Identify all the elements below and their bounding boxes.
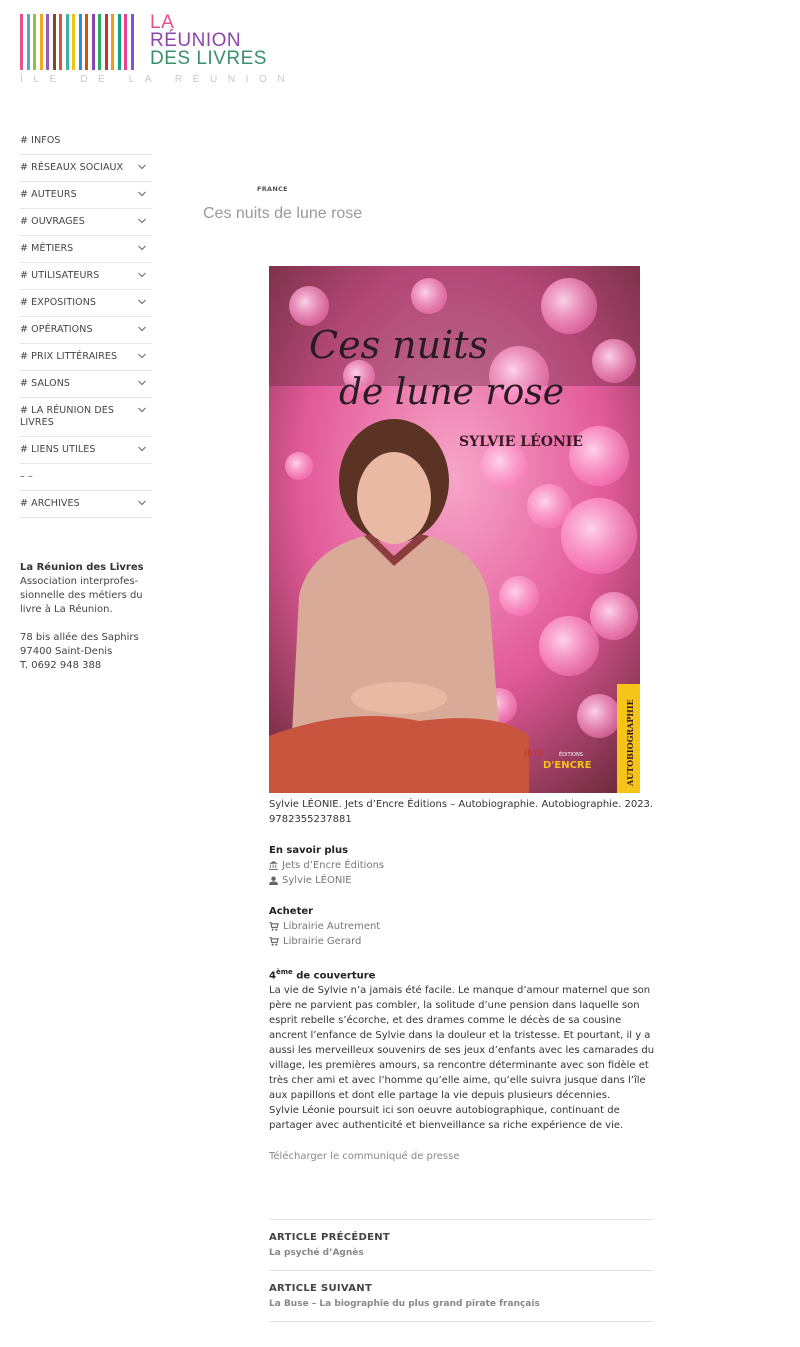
cover-publisher-top: JETS [524, 749, 544, 758]
org-desc-3: livre à La Réunion. [20, 604, 113, 615]
sidebar-item-label: # OUVRAGES [20, 216, 85, 227]
page-title: Ces nuits de lune rose [203, 205, 363, 222]
sidebar-item-label: # SALONS [20, 378, 71, 389]
org-name: La Réunion des Livres [20, 562, 144, 573]
shop-link-2-label: Librairie Gerard [283, 936, 362, 947]
logo-bar [98, 14, 101, 70]
logo-line-2: RÉUNION [150, 30, 242, 51]
logo-bar [66, 14, 69, 70]
logo-line-3: DES LIVRES [150, 48, 267, 69]
sidebar-item-label: # LIENS UTILES [20, 444, 96, 455]
sidebar-item-label: # OPÉRATIONS [20, 324, 93, 335]
sidebar-nav [20, 128, 152, 518]
back-cover-paragraph-1: La vie de Sylvie n’a jamais été facile. Le manque d’amour maternel que son père ne parvient pas combler, la solitude d’une pension dans laquelle son esprit rebelle s’écorche, et des drames comme le décès de sa cousine ancrent l’enfance de Sylvie dans la douleur et la tristesse. Et pourtant, il y a aussi les merveilleux souvenirs de ses jeux d’enfants avec les camarades du village, les premières amours, sa rencontre déterminante avec son fidèle et très cher ami et avec l’homme qu’elle aime, qu’elle suivra jusque dans l’île aux papillons et dont elle partage la vie depuis plusieurs décennies. [269, 985, 655, 1102]
sidebar-item-label: – – [20, 471, 33, 482]
post-navigation [269, 1219, 654, 1322]
logo-bar [92, 14, 95, 70]
sidebar-item[interactable] [20, 491, 152, 518]
back-cover-heading: 4ème de couverture [269, 968, 376, 982]
article-content [269, 797, 659, 1164]
chevron-down-icon[interactable] [138, 164, 146, 172]
sidebar-item[interactable] [20, 263, 152, 290]
cover-author: SYLVIE LÉONIE [459, 434, 583, 450]
bank-icon [269, 861, 278, 870]
logo-bar [118, 14, 121, 70]
cart-icon [269, 937, 279, 946]
sidebar-item-label: # RÉSEAUX SOCIAUX [20, 162, 124, 173]
chevron-down-icon[interactable] [138, 407, 146, 415]
next-article-label: ARTICLE SUIVANT [269, 1283, 373, 1294]
sidebar-item[interactable] [20, 209, 152, 236]
buy-heading: Acheter [269, 906, 314, 917]
caption-line-2: 9782355237881 [269, 814, 352, 825]
book-caption [269, 797, 659, 827]
logo-bar [72, 14, 75, 70]
address-line-1: 78 bis allée des Saphirs [20, 632, 139, 643]
logo-bar [79, 14, 82, 70]
logo-bar [105, 14, 108, 70]
site-logo[interactable] [20, 12, 296, 90]
back-cover-paragraph-2: Sylvie Léonie poursuit ici son oeuvre autobiographique, continuant de partager avec authenticité et bienveillance sa riche expérience de vie. [269, 1105, 624, 1132]
chevron-down-icon[interactable] [138, 353, 146, 361]
previous-article-title[interactable]: La psyché d’Agnès [269, 1248, 364, 1258]
sidebar-item-label: # PRIX LITTÉRAIRES [20, 351, 118, 362]
logo-bar [27, 14, 30, 70]
cover-title-line-2: de lune rose [339, 372, 565, 413]
org-desc-2: sionnelle des métiers du [20, 590, 143, 601]
sidebar-item[interactable] [20, 464, 152, 491]
logo-bar [33, 14, 36, 70]
chevron-down-icon[interactable] [138, 191, 146, 199]
address-line-2: 97400 Saint-Denis [20, 646, 113, 657]
back-cover-section [269, 965, 659, 1133]
logo-bar [111, 14, 114, 70]
author-link-label: Sylvie LÉONIE [282, 875, 352, 886]
sidebar-item-label: # AUTEURS [20, 189, 77, 200]
sidebar-item-label: # LA RÉUNION DES LIVRES [20, 405, 115, 428]
publisher-link[interactable] [269, 858, 659, 873]
sidebar-item-label: # MÉTIERS [20, 243, 74, 254]
chevron-down-icon[interactable] [138, 326, 146, 334]
sidebar-item[interactable] [20, 317, 152, 344]
logo-bar [20, 14, 23, 70]
category-label[interactable]: FRANCE [257, 185, 288, 193]
phone: T. 0692 948 388 [20, 660, 102, 671]
chevron-down-icon[interactable] [138, 299, 146, 307]
next-article-title[interactable]: La Buse – La biographie du plus grand pirate français [269, 1299, 540, 1309]
learn-more-section [269, 843, 659, 888]
user-icon [269, 876, 278, 885]
publisher-link-label: Jets d’Encre Éditions [282, 860, 385, 871]
shop-link-1[interactable] [269, 919, 659, 934]
chevron-down-icon[interactable] [138, 218, 146, 226]
chevron-down-icon[interactable] [138, 245, 146, 253]
chevron-down-icon[interactable] [138, 272, 146, 280]
sidebar-item-label: # INFOS [20, 135, 61, 146]
sidebar-item-label: # EXPOSITIONS [20, 297, 97, 308]
cart-icon [269, 922, 279, 931]
author-link[interactable] [269, 873, 659, 888]
logo-bar [131, 14, 134, 70]
download-press-release-link[interactable]: Télécharger le communiqué de presse [269, 1151, 460, 1163]
sidebar-item[interactable] [20, 128, 152, 155]
logo-bar [59, 14, 62, 70]
logo-text [150, 14, 267, 68]
logo-bar [124, 14, 127, 70]
logo-bar [53, 14, 56, 70]
book-cover-image [269, 266, 640, 793]
cover-title-line-1: Ces nuits [309, 323, 489, 367]
sidebar-item[interactable] [20, 344, 152, 371]
sidebar-info [20, 561, 152, 673]
cover-publisher-bottom: D'ENCRE [543, 760, 592, 771]
sidebar-item-label: # UTILISATEURS [20, 270, 100, 281]
chevron-down-icon[interactable] [138, 380, 146, 388]
chevron-down-icon[interactable] [138, 446, 146, 454]
sidebar-item[interactable] [20, 437, 152, 464]
logo-tagline: ÎLE DE LA RÉUNION [20, 74, 296, 85]
shop-link-1-label: Librairie Autrement [283, 921, 381, 932]
sidebar-item[interactable] [20, 290, 152, 317]
buy-section [269, 904, 659, 949]
sidebar-item[interactable] [20, 236, 152, 263]
shop-link-2[interactable] [269, 934, 659, 949]
logo-line-1: LA [150, 12, 175, 33]
next-article[interactable] [269, 1270, 654, 1322]
cover-genre: AUTOBIOGRAPHIE [625, 699, 635, 786]
org-desc-1: Association interprofes- [20, 576, 139, 587]
logo-bars [20, 14, 140, 70]
sidebar-item[interactable] [20, 371, 152, 398]
caption-line-1: Sylvie LÉONIE. Jets d’Encre Éditions – Autobiographie. Autobiographie. 2023. [269, 799, 654, 810]
sidebar-item[interactable] [20, 398, 152, 437]
sidebar-item[interactable] [20, 182, 152, 209]
logo-bar [85, 14, 88, 70]
sidebar-item[interactable] [20, 155, 152, 182]
logo-bar [40, 14, 43, 70]
sidebar-item-label: # ARCHIVES [20, 498, 80, 509]
previous-article[interactable] [269, 1219, 654, 1270]
chevron-down-icon[interactable] [138, 500, 146, 508]
previous-article-label: ARTICLE PRÉCÉDENT [269, 1232, 391, 1243]
learn-more-heading: En savoir plus [269, 845, 349, 856]
cover-publisher-small: ÉDITIONS [559, 752, 583, 758]
logo-bar [46, 14, 49, 70]
